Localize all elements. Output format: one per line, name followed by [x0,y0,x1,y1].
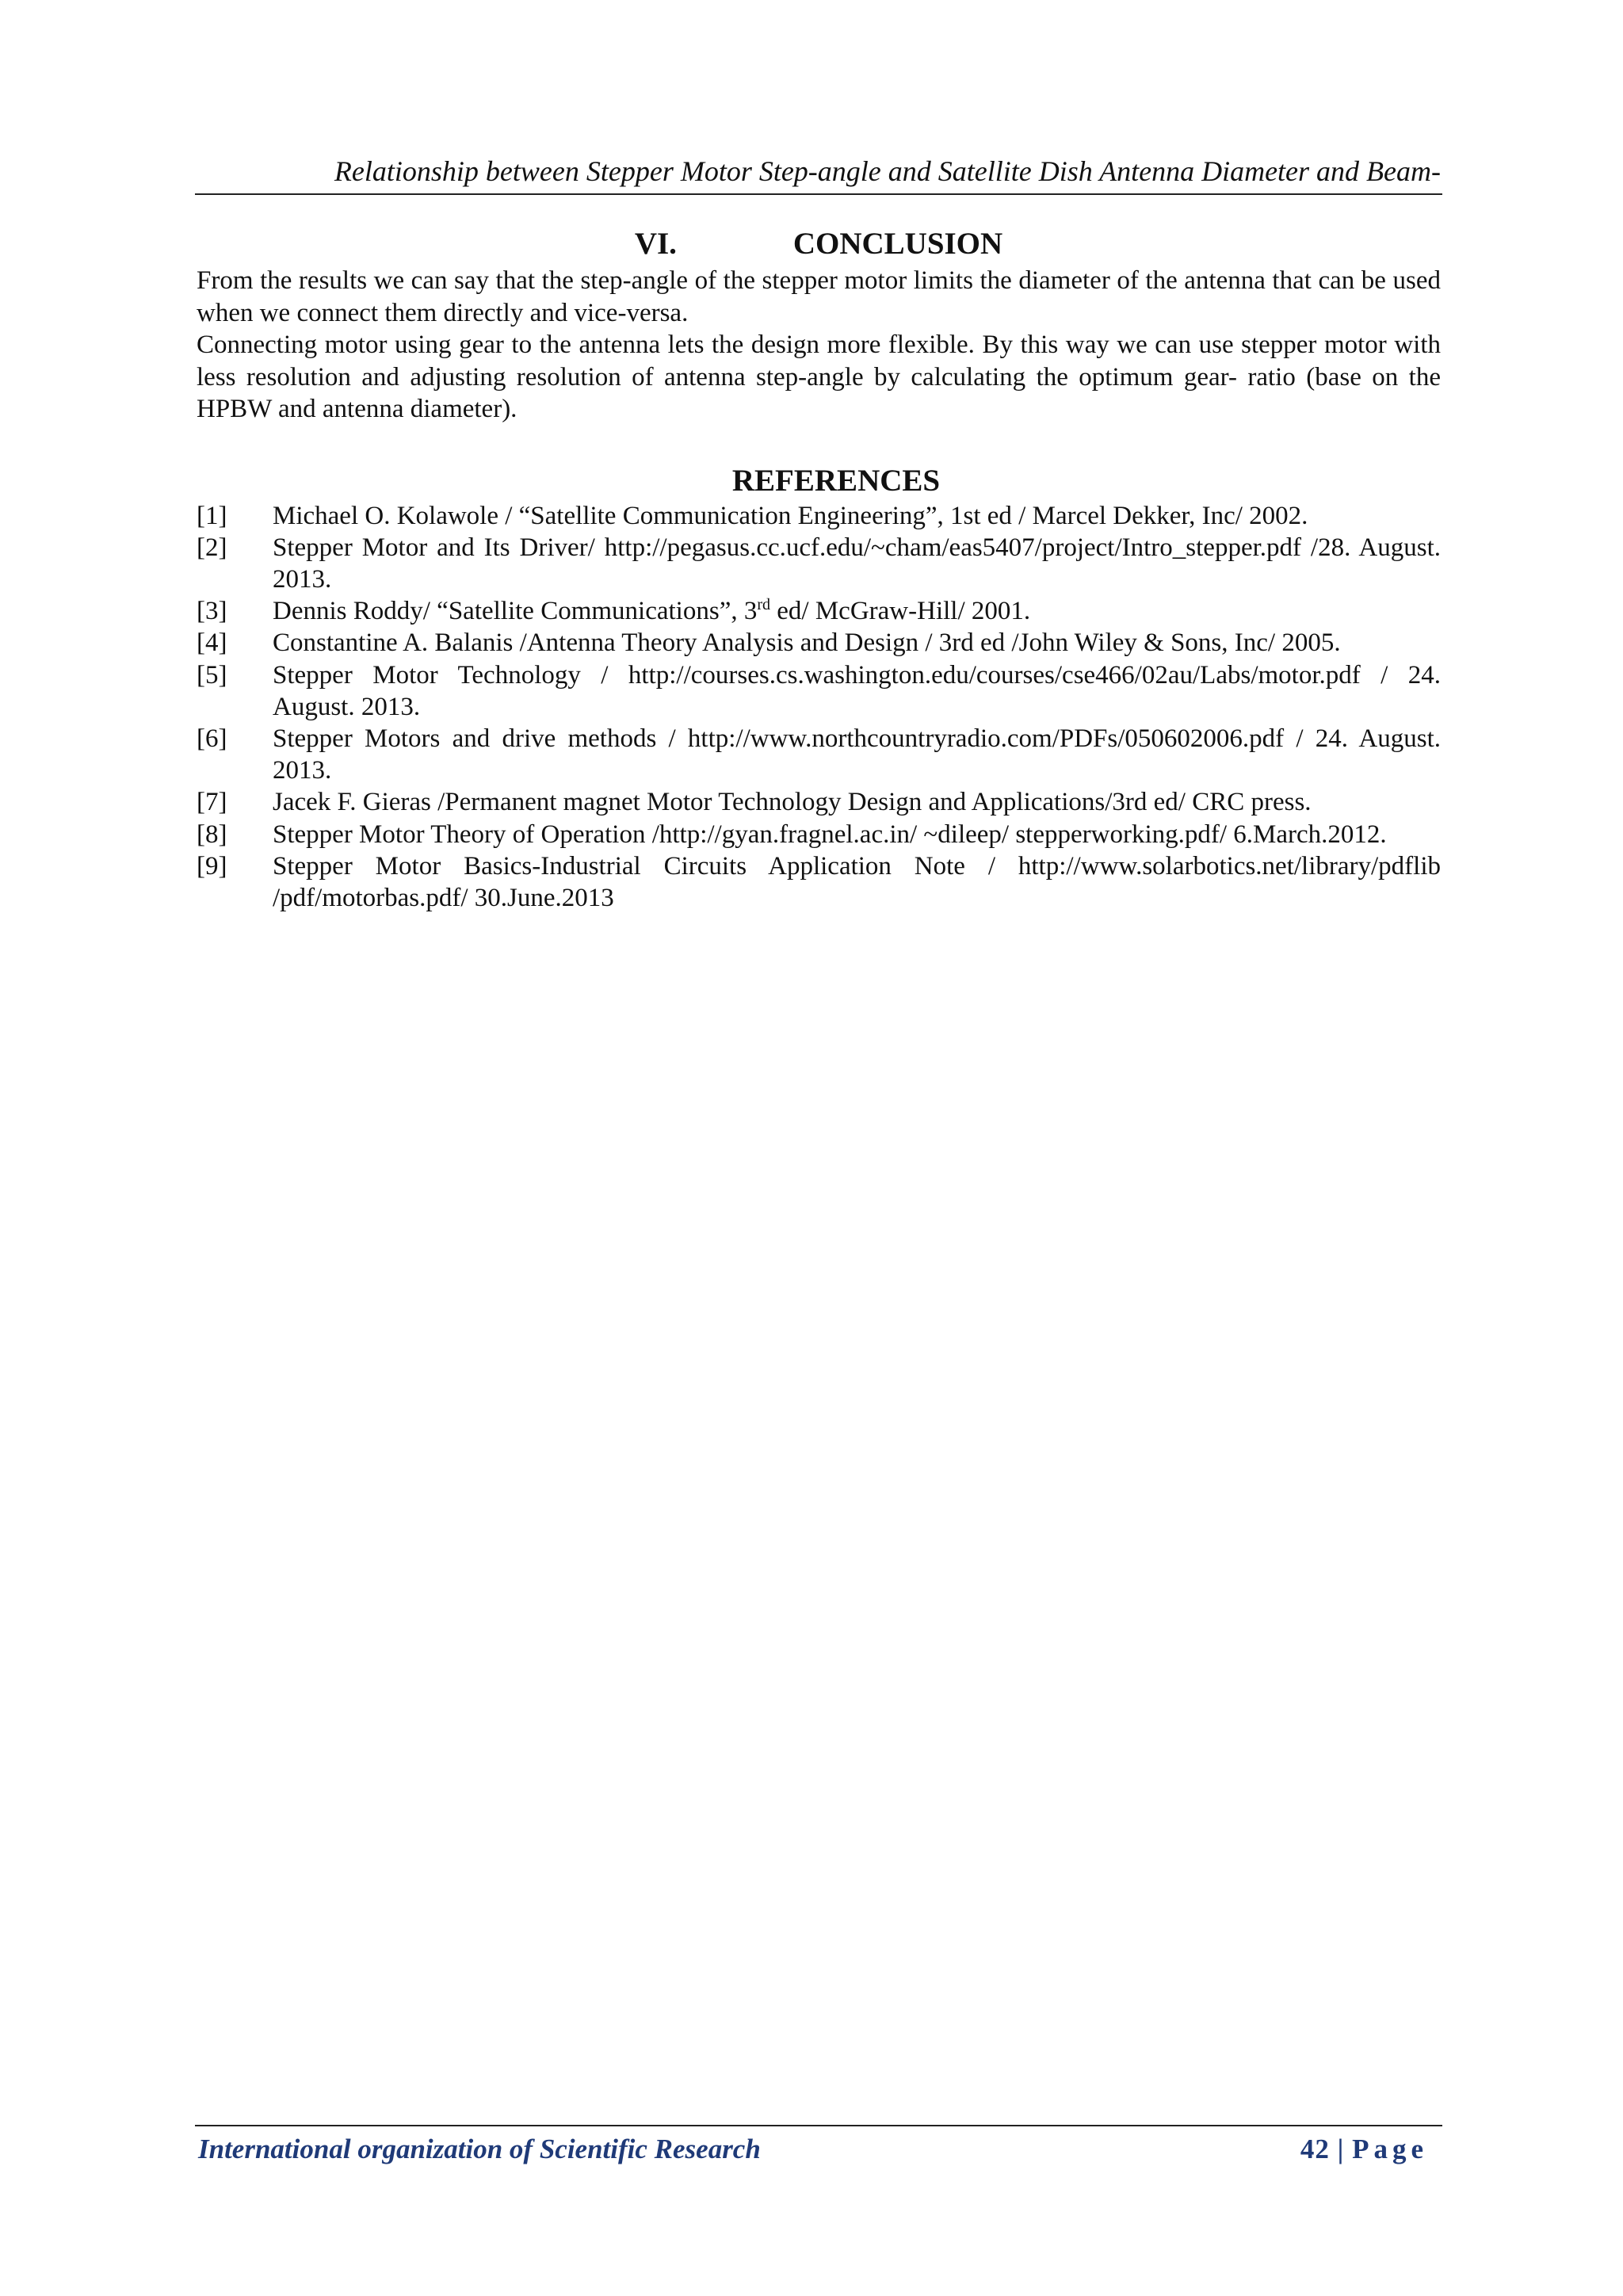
reference-text: Stepper Motor Technology / http://courses.cs.washington.edu/courses/cse466/02au/Labs/motor.pdf / 24. August. 2013. [273,660,1441,721]
references-list [197,500,1441,915]
page-number: 42 [1300,2134,1330,2164]
main-content [197,225,1441,914]
reference-item [197,659,1441,723]
reference-item [197,595,1441,627]
references-heading: REFERENCES [731,463,941,498]
conclusion-paragraph-2: Connecting motor using gear to the antenna lets the design more flexible. By this way we can use stepper motor with less resolution and adjusting resolution of antenna step-angle by calculating the optimum gear- ratio (base on the HPBW and antenna diameter). [197,330,1441,423]
reference-number: [2] [197,533,227,562]
conclusion-paragraph-1: From the results we can say that the step-angle of the stepper motor limits the diameter of the antenna that can be used when we connect them directly and vice-versa. [197,266,1441,327]
reference-number: [6] [197,724,227,753]
reference-text: Stepper Motors and drive methods / http://www.northcountryradio.com/PDFs/050602006.pdf / 24. August. 2013. [273,724,1441,785]
reference-text: Jacek F. Gieras /Permanent magnet Motor Technology Design and Applications/3rd ed/ CRC press. [273,788,1312,817]
reference-item [197,723,1441,786]
ordinal-superscript: rd [757,596,771,614]
reference-text-part: Dennis Roddy/ “Satellite Communications”, 3 [273,597,758,626]
reference-item [197,786,1441,818]
reference-text: Constantine A. Balanis /Antenna Theory Analysis and Design / 3rd ed /John Wiley & Sons, Inc/ 2005. [273,628,1341,658]
reference-number: [5] [197,660,227,690]
reference-number: [7] [197,788,227,817]
footer-organization: International organization of Scientific Research [198,2134,761,2164]
reference-item [197,819,1441,850]
section-title: CONCLUSION [792,227,1003,261]
reference-text: Stepper Motor and Its Driver/ http://pegasus.cc.ucf.edu/~cham/eas5407/project/Intro_stepper.pdf /28. August. 2013. [273,533,1441,594]
page-label: Page [1352,2134,1428,2164]
page-separator: | [1337,2134,1345,2164]
reference-text [273,595,1441,627]
reference-number: [1] [197,501,227,530]
reference-number: [8] [197,819,227,849]
reference-item [197,500,1441,532]
reference-item [197,532,1441,595]
header-rule [195,193,1442,195]
reference-number: [9] [197,851,227,881]
reference-text: Stepper Motor Theory of Operation /http://gyan.fragnel.ac.in/ ~dileep/ stepperworking.pdf/ 6.March.2012. [273,819,1387,849]
reference-text-part: ed/ McGraw-Hill/ 2001. [770,597,1031,626]
reference-number: [3] [197,597,227,626]
running-header: Relationship between Stepper Motor Step-angle and Satellite Dish Antenna Diameter and Beam- [334,155,1441,187]
conclusion-heading [197,225,1441,263]
footer-rule [195,2125,1442,2126]
reference-item [197,627,1441,659]
section-number: VI. [634,227,677,261]
footer-page-indicator [1300,2132,1428,2167]
reference-item [197,850,1441,914]
reference-text: Stepper Motor Basics-Industrial Circuits Application Note / http://www.solarbotics.net/library/pdflib /pdf/motorbas.pdf/ 30.June.2013 [273,851,1441,912]
reference-number: [4] [197,628,227,658]
reference-text: Michael O. Kolawole / “Satellite Communication Engineering”, 1st ed / Marcel Dekker, Inc/ 2002. [273,501,1308,530]
